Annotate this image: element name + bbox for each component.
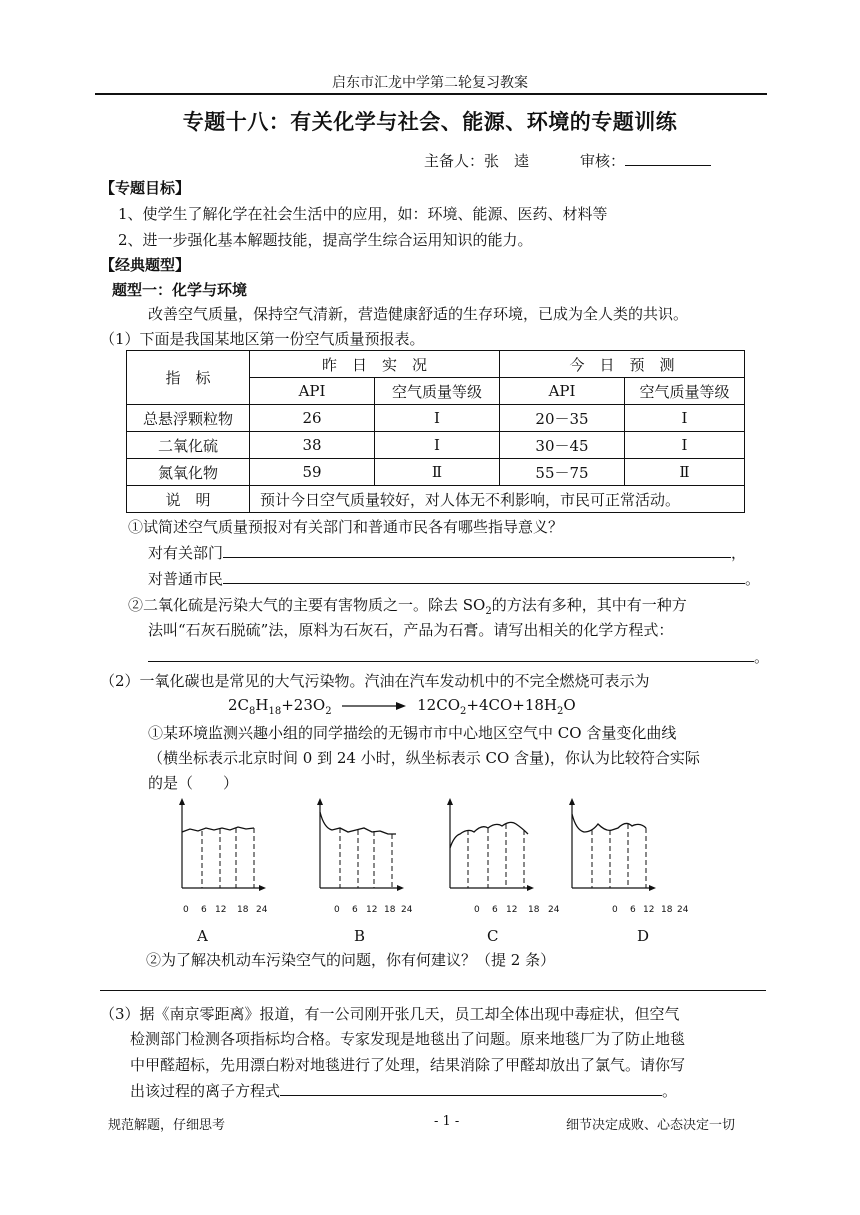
reviewer-blank[interactable]	[625, 151, 711, 166]
objective-item: 1、使学生了解化学在社会生活中的应用，如：环境、能源、医药、材料等	[118, 205, 608, 223]
combustion-equation	[228, 696, 576, 717]
q1-stem: （1）下面是我国某地区第一份空气质量预报表。	[100, 330, 425, 348]
api-header: API	[500, 378, 625, 405]
grade-today: Ⅱ	[625, 459, 745, 486]
note-label: 说 明	[127, 486, 250, 513]
graph-a-tick: 24	[256, 905, 268, 915]
equation-reactants: $2C_8H_{18}+23O_2$	[228, 696, 332, 717]
index-header: 指 标	[127, 351, 250, 405]
page-header: 启东市汇龙中学第二轮复习教案	[332, 75, 528, 91]
footer-left: 规范解题，仔细思考	[108, 1118, 226, 1133]
table-row	[127, 432, 745, 459]
reaction-arrow-icon	[340, 700, 408, 712]
graph-a-tick: 6	[201, 905, 207, 915]
graph-c-label: C	[487, 927, 499, 945]
q1-sub2-line2: 法叫“石灰石脱硫”法，原料为石灰石，产品为石膏。请写出相关的化学方程式：	[148, 621, 674, 639]
q1-sub1: ①试简述空气质量预报对有关部门和普通市民各有哪些指导意义？	[128, 518, 564, 536]
graph-b-tick: 6	[352, 905, 358, 915]
type1-heading: 题型一：化学与环境	[112, 281, 248, 299]
so2-subscript: 2	[485, 606, 492, 617]
q1-sub2-line1	[128, 594, 687, 617]
graph-d-tick: 18	[661, 905, 673, 915]
graph-b-tick: 18	[384, 905, 396, 915]
pollutant-name: 总悬浮颗粒物	[127, 405, 250, 432]
graph-b-label: B	[354, 927, 366, 945]
equation-products: $12CO_2+4CO+18H_2O$	[417, 696, 576, 717]
graph-b-tick: 24	[401, 905, 413, 915]
objective-item: 2、进一步强化基本解题技能，提高学生综合运用知识的能力。	[118, 231, 533, 249]
q3-line3: 中甲醛超标，先用漂白粉对地毯进行了处理，结果消除了甲醛却放出了氯气。请你写	[130, 1056, 686, 1074]
q1-sub2-text-cont: 的方法有多种，其中有一种方	[491, 596, 687, 614]
grade-today: Ⅰ	[625, 432, 745, 459]
citizen-label: 对普通市民	[148, 570, 224, 588]
api-yesterday: 26	[250, 405, 375, 432]
graph-b-tick: 0	[334, 905, 340, 915]
header-rule	[95, 93, 767, 95]
q3-line1: （3）据《南京零距离》报道，有一公司刚开张几天，员工却全体出现中毒症状，但空气	[100, 1005, 680, 1023]
q2-sub2: ②为了解决机动车污染空气的问题，你有何建议？（提 2 条）	[146, 951, 556, 969]
today-header: 今 日 预 测	[500, 351, 745, 378]
q2-sub1-line1: ①某环境监测兴趣小组的同学描绘的无锡市市中心地区空气中 CO 含量变化曲线	[148, 724, 677, 742]
graph-c-tick: 0	[474, 905, 480, 915]
pollutant-name: 二氧化硫	[127, 432, 250, 459]
graph-a	[176, 798, 268, 894]
footer-right: 细节决定成败、心态决定一切	[566, 1118, 736, 1133]
graph-a-tick: 12	[215, 905, 227, 915]
q2-stem: （2）一氧化碳也是常见的大气污染物。汽油在汽车发动机中的不完全燃烧可表示为	[100, 672, 650, 690]
q2-sub1-line3: 的是（ ）	[148, 774, 239, 792]
api-today: 55－75	[500, 459, 625, 486]
citizen-line	[148, 568, 760, 589]
graph-d-tick: 6	[630, 905, 636, 915]
page-number: - 1 -	[434, 1114, 460, 1129]
graph-c-tick: 12	[506, 905, 518, 915]
graph-a-tick: 0	[183, 905, 189, 915]
api-today: 20－35	[500, 405, 625, 432]
reviewer-label: 审核：	[580, 152, 626, 170]
grade-today: Ⅰ	[625, 405, 745, 432]
citizen-period: 。	[745, 570, 761, 588]
api-yesterday: 59	[250, 459, 375, 486]
graph-d-tick: 24	[677, 905, 689, 915]
objectives-heading: 【专题目标】	[100, 179, 191, 197]
equation-line	[148, 646, 769, 667]
dept-line	[148, 542, 746, 563]
graph-d-tick: 12	[643, 905, 655, 915]
table-row	[127, 459, 745, 486]
graph-d-tick: 0	[612, 905, 618, 915]
graph-c-tick: 6	[492, 905, 498, 915]
graph-b-tick: 12	[366, 905, 378, 915]
dept-comma: ，	[731, 544, 747, 562]
reviewer	[580, 150, 711, 171]
suggestion-answer-line[interactable]	[100, 990, 766, 991]
air-quality-table	[126, 350, 745, 513]
grade-header: 空气质量等级	[625, 378, 745, 405]
dept-answer-blank[interactable]	[223, 543, 731, 558]
q2-sub1-line2: （横坐标表示北京时间 0 到 24 小时，纵坐标表示 CO 含量)，你认为比较符合实际	[148, 749, 700, 767]
api-today: 30－45	[500, 432, 625, 459]
intro-paragraph: 改善空气质量，保持空气清新，营造健康舒适的生存环境，已成为全人类的共识。	[148, 305, 689, 323]
grade-yesterday: Ⅰ	[375, 432, 500, 459]
preparer: 主备人：张 逵	[424, 152, 530, 170]
equation-period: 。	[754, 648, 770, 666]
citizen-answer-blank[interactable]	[223, 569, 745, 584]
graph-a-tick: 18	[237, 905, 249, 915]
graph-b	[314, 798, 406, 894]
equation-answer-blank[interactable]	[148, 647, 754, 662]
q3-line4	[130, 1080, 677, 1101]
pollutant-name: 氮氧化物	[127, 459, 250, 486]
grade-header: 空气质量等级	[375, 378, 500, 405]
graph-d-label: D	[637, 927, 650, 945]
q3-line4-text: 出该过程的离子方程式	[130, 1082, 281, 1100]
graph-c	[444, 798, 536, 894]
page-title: 专题十八：有关化学与社会、能源、环境的专题训练	[182, 110, 678, 134]
ionic-equation-blank[interactable]	[280, 1081, 662, 1096]
q3-line2: 检测部门检测各项指标均合格。专家发现是地毯出了问题。原来地毯厂为了防止地毯	[130, 1030, 686, 1048]
q1-sub2-text: ②二氧化硫是污染大气的主要有害物质之一。除去 SO	[128, 596, 486, 614]
grade-yesterday: Ⅰ	[375, 405, 500, 432]
grade-yesterday: Ⅱ	[375, 459, 500, 486]
yesterday-header: 昨 日 实 况	[250, 351, 500, 378]
graph-a-label: A	[197, 927, 208, 945]
table-row	[127, 405, 745, 432]
dept-label: 对有关部门	[148, 544, 224, 562]
note-text: 预计今日空气质量较好，对人体无不利影响，市民可正常活动。	[250, 486, 745, 513]
graph-d	[566, 798, 658, 894]
graph-c-tick: 18	[528, 905, 540, 915]
api-header: API	[250, 378, 375, 405]
q3-period: 。	[662, 1082, 678, 1100]
graph-c-tick: 24	[548, 905, 560, 915]
classic-heading: 【经典题型】	[100, 256, 191, 274]
api-yesterday: 38	[250, 432, 375, 459]
